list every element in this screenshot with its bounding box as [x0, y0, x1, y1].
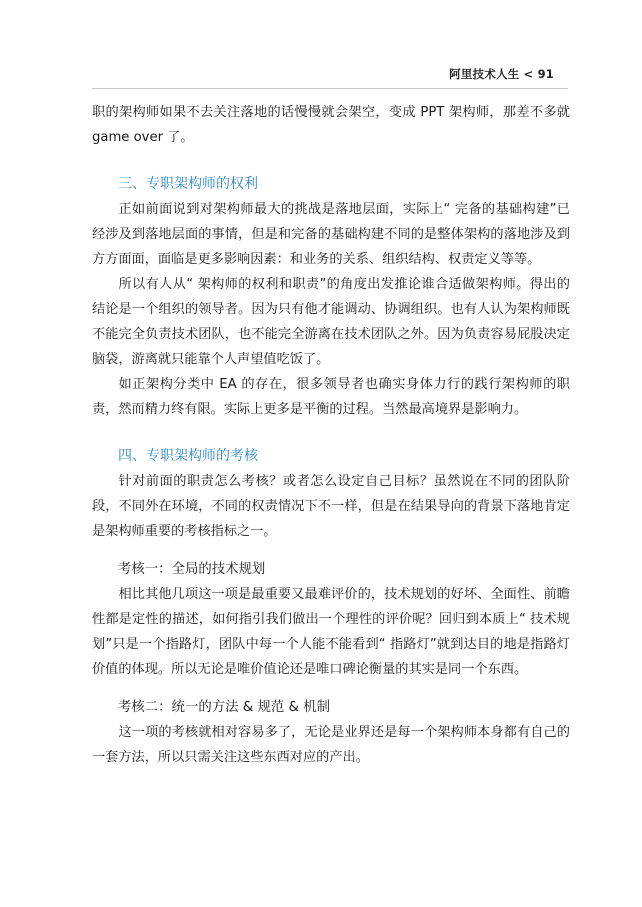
paragraph: 所以有人从“ 架构师的权利和职责”的角度出发推论谁合适做架构师。得出的结论是一个组织的领导者。因为只有他才能调动、协调组织。也有人认为架构师既不能完全负责技术团队，也不能完全游离在技术团队之外。因为负责容易屁股决定脑袋，游离就只能靠个人声望值吃饭了。	[92, 277, 570, 367]
spacer	[92, 682, 570, 695]
spacer	[92, 422, 570, 444]
paragraph: 正如前面说到对架构师最大的挑战是落地层面，实际上“ 完备的基础构建”已经涉及到落地层面的事情，但是和完备的基础构建不同的是整体架构的落地涉及到方方面面，面临是更多影响因素：和业务的关系、组织结构、权责定义等等。	[92, 202, 570, 267]
paragraph: 针对前面的职责怎么考核？或者怎么设定自己目标？虽然说在不同的团队阶段，不同外在环境，不同的权责情况下不一样，但是在结果导向的背景下落地肯定是架构师重要的考核指标之一。	[92, 474, 570, 539]
running-header: 阿里技术人生 < 91	[449, 67, 554, 81]
section-heading-4: 四、专职架构师的考核	[118, 448, 258, 464]
header-rule	[92, 88, 568, 89]
spacer	[92, 544, 570, 557]
subheading-assessment-1: 考核一：全局的技术规划	[118, 562, 266, 577]
paragraph: 如正架构分类中 EA 的存在，很多领导者也确实身体力行的践行架构师的职责，然而精力终有限。实际上更多是平衡的过程。当然最高境界是影响力。	[92, 377, 570, 417]
continued-paragraph: 职的架构师如果不去关注落地的话慢慢就会架空，变成 PPT 架构师，那差不多就 game over 了。	[92, 105, 570, 145]
page-content	[92, 100, 570, 770]
spacer	[92, 150, 570, 172]
paragraph: 相比其他几项这一项是最重要又最难评价的，技术规划的好坏、全面性、前瞻性都是定性的描述，如何指引我们做出一个理性的评价呢？回归到本质上“ 技术规划”只是一个指路灯，团队中每一个人能不能看到“ 指路灯”就到达目的地是指路灯价值的体现。所以无论是唯价值论还是唯口碑论衡量的其实是同一个东西。	[92, 587, 570, 677]
paragraph: 这一项的考核就相对容易多了，无论是业界还是每一个架构师本身都有自己的一套方法，所以只需关注这些东西对应的产出。	[92, 725, 570, 765]
subheading-assessment-2: 考核二：统一的方法 & 规范 & 机制	[118, 700, 330, 715]
section-heading-3: 三、专职架构师的权利	[118, 176, 258, 192]
